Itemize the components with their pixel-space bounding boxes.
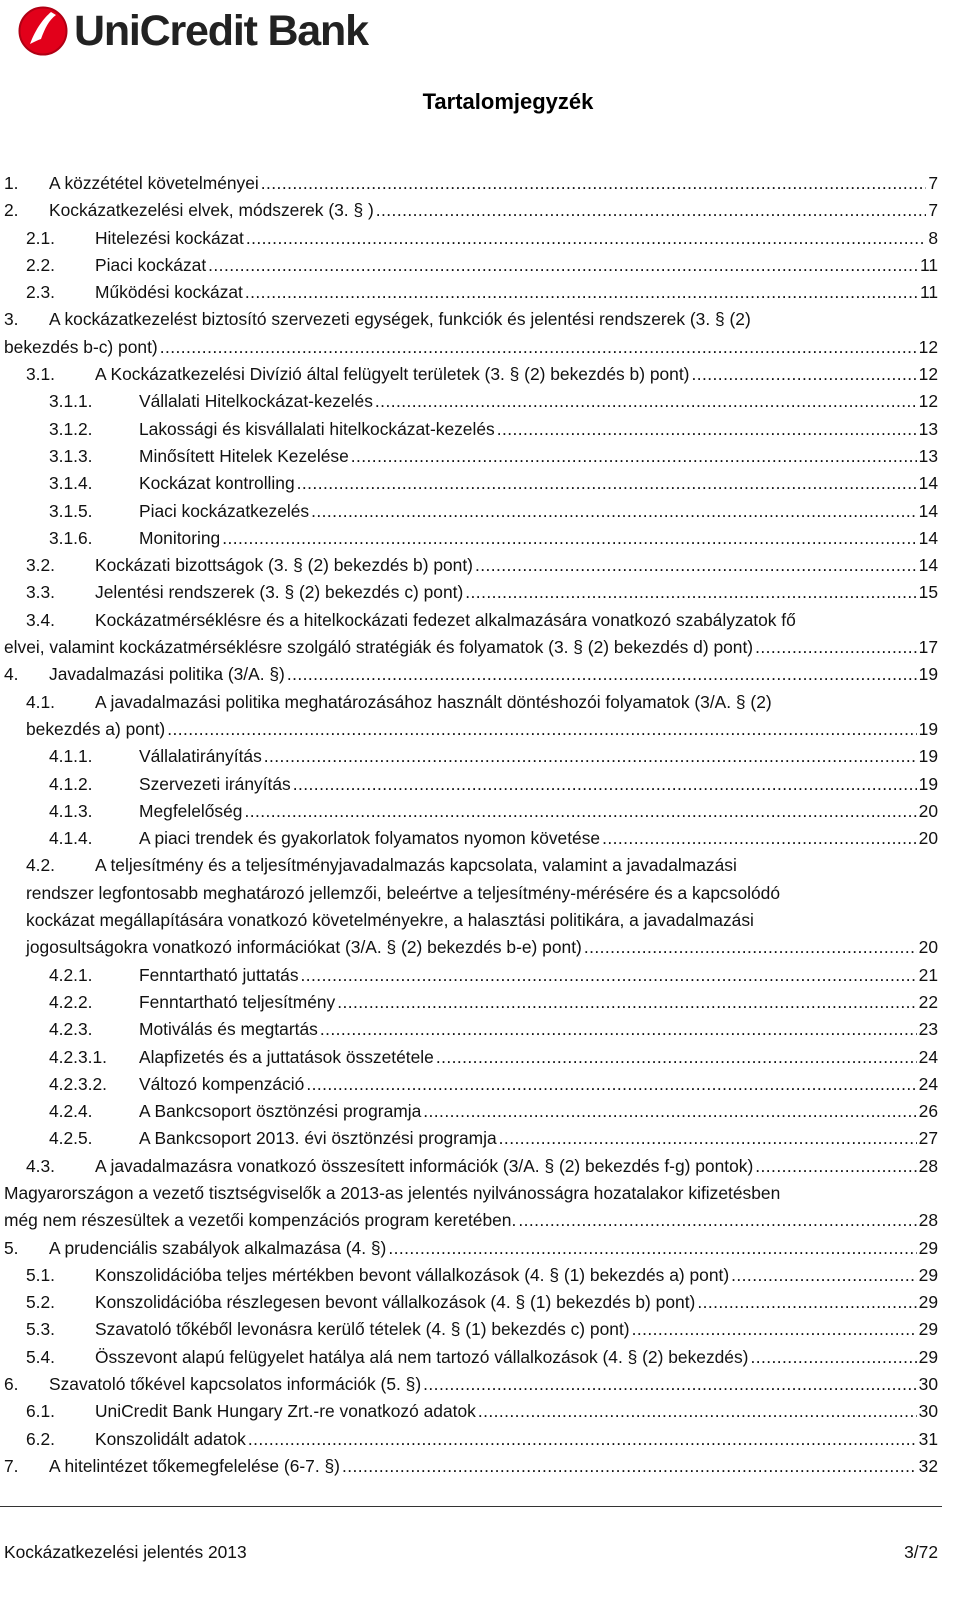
toc-entry-text: Összevont alapú felügyelet hatálya alá nem tartozó vállalkozások (4. § (2) bekezdés) — [95, 1346, 749, 1367]
toc-entry-number: 5.4. — [26, 1346, 56, 1367]
footer-report-title: Kockázatkezelési jelentés 2013 — [4, 1542, 247, 1562]
toc-page-number: 31 — [918, 1428, 938, 1449]
toc-entry[interactable] — [4, 661, 938, 688]
toc-entry-text: Vállalati Hitelkockázat-kezelés — [139, 391, 373, 412]
toc-entry[interactable] — [4, 1235, 938, 1262]
toc-page-number: 29 — [918, 1237, 938, 1258]
toc-entry-text: Kockázatmérséklésre és a hitelkockázati fedezet alkalmazására vonatkozó szabályzatok fő — [95, 609, 796, 630]
toc-entry[interactable] — [4, 1371, 938, 1398]
toc-dot-leader — [160, 334, 917, 361]
toc-entry[interactable] — [4, 607, 938, 662]
toc-entry[interactable] — [4, 525, 938, 552]
toc-page-number: 14 — [918, 555, 938, 576]
toc-entry-text: bekezdés b-c) pont) — [4, 336, 158, 357]
toc-page-number: 20 — [918, 828, 938, 849]
toc-entry-number: 2.3. — [26, 282, 56, 303]
toc-entry-number: 4.2.4. — [49, 1101, 93, 1122]
toc-entry-text: kockázat megállapítására vonatkozó követelményekre, a halasztási politikára, a javadalmazási — [26, 910, 754, 931]
toc-entry[interactable] — [4, 771, 938, 798]
toc-entry-number: 2.1. — [26, 227, 56, 248]
unicredit-logo-icon — [18, 6, 68, 56]
toc-entry-text: Fenntartható teljesítmény — [139, 991, 336, 1012]
toc-entry-number: 4.2.3.2. — [49, 1073, 108, 1094]
toc-entry-number: 4.2.3. — [49, 1019, 93, 1040]
toc-entry-text: Jelentési rendszerek (3. § (2) bekezdés c) pont) — [95, 582, 464, 603]
toc-entry[interactable] — [4, 225, 938, 252]
toc-entry[interactable] — [4, 416, 938, 443]
toc-entry-text: Szavatoló tőkével kapcsolatos információk (5. §) — [49, 1374, 422, 1395]
toc-entry-text: Piaci kockázatkezelés — [139, 500, 310, 521]
toc-entry[interactable] — [4, 1344, 938, 1371]
toc-entry-number: 3.1.4. — [49, 473, 93, 494]
toc-dot-leader — [423, 1098, 916, 1125]
toc-entry-number: 4.1.2. — [49, 773, 93, 794]
toc-dot-leader — [478, 1398, 917, 1425]
toc-entry-text: Piaci kockázat — [95, 254, 207, 275]
toc-dot-leader — [287, 661, 917, 688]
toc-entry[interactable] — [4, 361, 938, 388]
toc-page-number: 13 — [918, 418, 938, 439]
toc-entry[interactable] — [4, 1125, 938, 1152]
toc-page-number: 19 — [918, 746, 938, 767]
toc-page-number: 12 — [918, 391, 938, 412]
toc-entry-text: A prudenciális szabályok alkalmazása (4. §) — [49, 1237, 387, 1258]
toc-entry[interactable] — [4, 197, 938, 224]
toc-entry-number: 4.1. — [26, 691, 56, 712]
toc-entry-number: 5.3. — [26, 1319, 56, 1340]
toc-entry[interactable] — [4, 1398, 938, 1425]
toc-dot-leader — [697, 1289, 916, 1316]
toc-page-number: 11 — [919, 254, 938, 275]
toc-entry-number: 2. — [4, 200, 19, 221]
toc-entry-text: Megfelelőség — [139, 800, 243, 821]
toc-entry[interactable] — [4, 1044, 938, 1071]
toc-entry[interactable] — [4, 689, 938, 744]
toc-page-number: 30 — [918, 1401, 938, 1422]
toc-entry-text: Javadalmazási politika (3/A. §) — [49, 664, 285, 685]
toc-entry-text: Fenntartható juttatás — [139, 964, 299, 985]
toc-entry-number: 4.2. — [26, 855, 56, 876]
toc-entry[interactable] — [4, 743, 938, 770]
toc-dot-leader — [755, 634, 917, 661]
toc-page-number: 8 — [928, 227, 938, 248]
toc-entry-text: Alapfizetés és a juttatások összetétele — [139, 1046, 434, 1067]
toc-entry-text: A javadalmazási politika meghatározásához használt döntéshozói folyamatok (3/A. § (2) — [95, 691, 772, 712]
toc-entry-number: 3.1.3. — [49, 445, 93, 466]
toc-entry[interactable] — [4, 798, 938, 825]
toc-entry-number: 3.2. — [26, 555, 56, 576]
toc-dot-leader — [731, 1262, 917, 1289]
toc-entry-text: A kockázatkezelést biztosító szervezeti egységek, funkciók és jelentési rendszerek (3. § (2) — [49, 309, 751, 330]
toc-page-number: 19 — [918, 664, 938, 685]
toc-entry-number: 5.2. — [26, 1292, 56, 1313]
toc-page-number: 27 — [918, 1128, 938, 1149]
toc-entry-number: 3.1.2. — [49, 418, 93, 439]
toc-page-number: 12 — [918, 336, 938, 357]
toc-dot-leader — [311, 498, 917, 525]
toc-dot-leader — [602, 825, 917, 852]
footer-page-number: 3/72 — [904, 1542, 938, 1562]
toc-entry-text: Hitelezési kockázat — [95, 227, 244, 248]
toc-page-number: 28 — [918, 1210, 938, 1231]
toc-dot-leader — [306, 1071, 916, 1098]
toc-dot-leader — [320, 1016, 917, 1043]
toc-entry-number: 1. — [4, 173, 19, 193]
toc-entry-number: 6.2. — [26, 1428, 56, 1449]
toc-dot-leader — [208, 252, 918, 279]
toc-entry-text: A hitelintézet tőkemegfelelése (6-7. §) — [49, 1455, 340, 1476]
toc-page-number: 14 — [918, 500, 938, 521]
toc-entry-text: Konszolidált adatok — [95, 1428, 246, 1449]
toc-entry-number: 6.1. — [26, 1401, 56, 1422]
toc-entry-text: Vállalatirányítás — [139, 746, 262, 767]
toc-entry[interactable] — [4, 1316, 938, 1343]
toc-dot-leader — [301, 962, 917, 989]
toc-entry-text: Minősített Hitelek Kezelése — [139, 445, 349, 466]
toc-entry-text: A javadalmazásra vonatkozó összesített információk (3/A. § (2) bekezdés f-g) pontok) — [95, 1155, 754, 1176]
toc-entry-text: elvei, valamint kockázatmérséklésre szolgáló stratégiák és folyamatok (3. § (2) bekezdés d) pont) — [4, 637, 754, 658]
toc-entry[interactable] — [4, 1289, 938, 1316]
toc-entry-number: 3.1.5. — [49, 500, 93, 521]
table-of-contents — [4, 170, 938, 1480]
toc-entry[interactable] — [4, 470, 938, 497]
toc-entry-text: Kockázatkezelési elvek, módszerek (3. § ) — [49, 200, 374, 221]
toc-entry-number: 3.4. — [26, 609, 56, 630]
toc-entry[interactable] — [4, 852, 938, 961]
toc-page-number: 29 — [918, 1292, 938, 1313]
toc-dot-leader — [264, 743, 917, 770]
toc-entry-number: 2.2. — [26, 254, 56, 275]
toc-page-number: 11 — [919, 282, 938, 303]
toc-entry-text: A közzététel követelményei — [49, 173, 259, 193]
page-title: Tartalomjegyzék — [422, 89, 594, 114]
toc-entry-number: 3. — [4, 309, 19, 330]
toc-page-number: 14 — [918, 473, 938, 494]
toc-entry-number: 3.3. — [26, 582, 56, 603]
toc-page-number: 14 — [918, 527, 938, 548]
toc-entry-text: A Kockázatkezelési Divízió által felügyelt területek (3. § (2) bekezdés b) pont) — [95, 364, 690, 385]
toc-entry-text: Szervezeti irányítás — [139, 773, 291, 794]
toc-page-number: 7 — [928, 200, 938, 221]
toc-entry-text: A piaci trendek és gyakorlatok folyamatos nyomon követése — [139, 828, 601, 849]
toc-dot-leader — [342, 1453, 917, 1480]
toc-entry-number: 7. — [4, 1455, 19, 1476]
toc-entry[interactable] — [4, 1426, 938, 1453]
toc-entry-number: 4.1.3. — [49, 800, 93, 821]
toc-dot-leader — [388, 1235, 916, 1262]
toc-entry-number: 3.1.6. — [49, 527, 93, 548]
toc-page-number: 21 — [918, 964, 938, 985]
toc-entry-text: Működési kockázat — [95, 282, 243, 303]
toc-page-number: 29 — [918, 1319, 938, 1340]
toc-dot-leader — [293, 771, 917, 798]
toc-page-number: 13 — [918, 445, 938, 466]
toc-dot-leader — [222, 525, 916, 552]
toc-entry-text: Kockázati bizottságok (3. § (2) bekezdés b) pont) — [95, 555, 473, 576]
toc-page-number: 26 — [918, 1101, 938, 1122]
toc-page-number: 19 — [918, 773, 938, 794]
toc-dot-leader — [351, 443, 917, 470]
toc-entry[interactable] — [4, 306, 938, 361]
toc-dot-leader — [167, 716, 916, 743]
toc-entry-number: 4.2.3.1. — [49, 1046, 108, 1067]
toc-entry-text: A Bankcsoport 2013. évi ösztönzési programja — [139, 1128, 497, 1149]
toc-page-number: 24 — [918, 1046, 938, 1067]
toc-entry-text: Monitoring — [139, 527, 221, 548]
toc-entry[interactable] — [4, 1016, 938, 1043]
toc-entry-number: 4.2.1. — [49, 964, 93, 985]
toc-entry-number: 3.1. — [26, 364, 56, 385]
toc-dot-leader — [584, 934, 917, 961]
toc-dot-leader — [297, 470, 917, 497]
toc-page-number: 30 — [918, 1374, 938, 1395]
toc-entry-number: 4.1.4. — [49, 828, 93, 849]
toc-entry[interactable] — [4, 825, 938, 852]
toc-entry-text: Magyarországon a vezető tisztségviselők a 2013-as jelentés nyilvánosságra hozatalakor kifizetésben — [4, 1182, 781, 1203]
toc-page-number: 23 — [918, 1019, 938, 1040]
toc-dot-leader — [518, 1207, 916, 1234]
toc-dot-leader — [245, 279, 918, 306]
toc-page-number: 29 — [918, 1264, 938, 1285]
toc-dot-leader — [423, 1371, 917, 1398]
toc-entry[interactable] — [4, 552, 938, 579]
toc-entry-text: még nem részesültek a vezetői kompenzációs program keretében. — [4, 1210, 517, 1231]
toc-entry-number: 3.1.1. — [49, 391, 93, 412]
toc-page-number: 24 — [918, 1073, 938, 1094]
toc-entry[interactable] — [4, 1071, 938, 1098]
toc-page-number: 28 — [918, 1155, 938, 1176]
toc-page-number: 12 — [918, 364, 938, 385]
toc-dot-leader — [436, 1044, 917, 1071]
toc-entry[interactable] — [4, 388, 938, 415]
toc-page-number: 17 — [918, 637, 938, 658]
toc-entry-text: Motiválás és megtartás — [139, 1019, 318, 1040]
toc-dot-leader — [261, 170, 927, 197]
toc-entry-text: Lakossági és kisvállalati hitelkockázat-kezelés — [139, 418, 495, 439]
toc-dot-leader — [248, 1426, 917, 1453]
toc-page-number: 29 — [918, 1346, 938, 1367]
toc-entry[interactable] — [4, 1262, 938, 1289]
toc-dot-leader — [376, 197, 927, 224]
toc-dot-leader — [475, 552, 917, 579]
toc-entry[interactable] — [4, 1180, 938, 1235]
toc-page-number: 32 — [918, 1455, 938, 1476]
toc-page-number: 20 — [918, 800, 938, 821]
toc-entry-text: UniCredit Bank Hungary Zrt.-re vonatkozó adatok — [95, 1401, 476, 1422]
unicredit-logo — [18, 6, 368, 56]
toc-entry-number: 4.1.1. — [49, 746, 93, 767]
footer-divider — [0, 1506, 942, 1507]
toc-entry-text: bekezdés a) pont) — [26, 718, 166, 739]
toc-entry-text: A teljesítmény és a teljesítményjavadalmazás kapcsolata, valamint a javadalmazási — [95, 855, 737, 876]
toc-page-number: 15 — [918, 582, 938, 603]
toc-page-number: 7 — [928, 173, 938, 193]
toc-page-number: 19 — [918, 718, 938, 739]
toc-entry[interactable] — [4, 252, 938, 279]
toc-entry-text: A Bankcsoport ösztönzési programja — [139, 1101, 422, 1122]
toc-entry[interactable] — [4, 279, 938, 306]
toc-dot-leader — [755, 1153, 916, 1180]
toc-entry[interactable] — [4, 498, 938, 525]
toc-entry-number: 4. — [4, 664, 19, 685]
toc-dot-leader — [465, 579, 916, 606]
toc-entry-number: 4.3. — [26, 1155, 56, 1176]
toc-entry-text: Konszolidációba részlegesen bevont vállalkozások (4. § (1) bekezdés b) pont) — [95, 1292, 696, 1313]
toc-dot-leader — [691, 361, 916, 388]
toc-entry[interactable] — [4, 962, 938, 989]
toc-dot-leader — [497, 416, 917, 443]
toc-dot-leader — [750, 1344, 916, 1371]
toc-dot-leader — [246, 225, 926, 252]
toc-entry-text: Szavatoló tőkéből levonásra kerülő tételek (4. § (1) bekezdés c) pont) — [95, 1319, 630, 1340]
toc-entry-number: 5. — [4, 1237, 19, 1258]
toc-entry-text: Kockázat kontrolling — [139, 473, 295, 494]
toc-entry-number: 4.2.5. — [49, 1128, 93, 1149]
toc-entry[interactable] — [4, 443, 938, 470]
toc-entry[interactable] — [4, 1153, 938, 1180]
toc-entry-number: 4.2.2. — [49, 991, 93, 1012]
toc-entry[interactable] — [4, 1098, 938, 1125]
logo-wordmark: UniCredit Bank — [74, 7, 368, 55]
toc-dot-leader — [337, 989, 916, 1016]
toc-entry[interactable] — [4, 579, 938, 606]
toc-entry-number: 6. — [4, 1374, 19, 1395]
toc-dot-leader — [244, 798, 916, 825]
toc-entry-text: jogosultságokra vonatkozó információkat (3/A. § (2) bekezdés b-e) pont) — [26, 937, 582, 958]
toc-page-number: 20 — [918, 937, 938, 958]
toc-entry[interactable] — [4, 170, 938, 197]
toc-entry-text: rendszer legfontosabb meghatározó jellemzői, beleértve a teljesítmény-mérésére és a kapcsolódó — [26, 882, 780, 903]
toc-entry[interactable] — [4, 1453, 938, 1480]
toc-dot-leader — [375, 388, 917, 415]
toc-entry[interactable] — [4, 989, 938, 1016]
toc-entry-text: Változó kompenzáció — [139, 1073, 305, 1094]
toc-entry-number: 5.1. — [26, 1264, 56, 1285]
toc-page-number: 22 — [918, 991, 938, 1012]
toc-dot-leader — [632, 1316, 917, 1343]
toc-dot-leader — [499, 1125, 917, 1152]
toc-entry-text: Konszolidációba teljes mértékben bevont vállalkozások (4. § (1) bekezdés a) pont) — [95, 1264, 730, 1285]
